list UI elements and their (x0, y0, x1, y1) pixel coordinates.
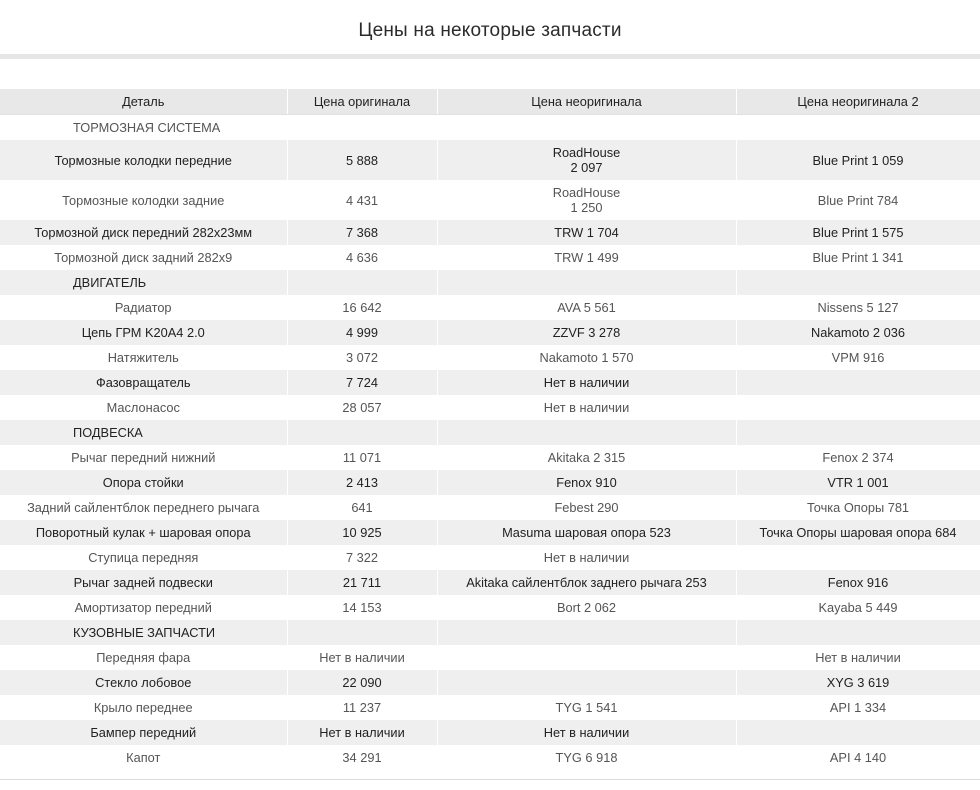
original-price-cell: 2 413 (287, 470, 437, 495)
part-name-cell: Поворотный кулак + шаровая опора (0, 520, 287, 545)
nonoriginal-price-cell: Нет в наличии (437, 395, 736, 420)
original-price-cell: 4 636 (287, 245, 437, 270)
nonoriginal-price-2-cell: Nakamoto 2 036 (736, 320, 980, 345)
empty-cell (736, 620, 980, 645)
original-price-cell: Нет в наличии (287, 720, 437, 745)
section-row (0, 115, 980, 141)
original-price-cell: 7 322 (287, 545, 437, 570)
nonoriginal-price-2-cell: XYG 3 619 (736, 670, 980, 695)
nonoriginal-price-2-cell: Blue Print 1 059 (736, 140, 980, 180)
section-row (0, 620, 980, 645)
original-price-cell: 16 642 (287, 295, 437, 320)
table-row (0, 495, 980, 520)
empty-cell (287, 420, 437, 445)
nonoriginal-price-2-cell: VPM 916 (736, 345, 980, 370)
header-nonoriginal-price-2: Цена неоригинала 2 (736, 89, 980, 115)
price-table (0, 89, 980, 770)
original-price-cell: 641 (287, 495, 437, 520)
table-row (0, 695, 980, 720)
price-table-container (0, 89, 980, 770)
empty-cell (437, 115, 736, 141)
nonoriginal-price-2-cell: API 4 140 (736, 745, 980, 770)
original-price-cell: 28 057 (287, 395, 437, 420)
nonoriginal-price-2-cell (736, 370, 980, 395)
part-name-cell: Крыло переднее (0, 695, 287, 720)
nonoriginal-price-2-cell (736, 720, 980, 745)
nonoriginal-price-2-cell: Kayaba 5 449 (736, 595, 980, 620)
nonoriginal-price-cell: Nakamoto 1 570 (437, 345, 736, 370)
original-price-cell: 10 925 (287, 520, 437, 545)
original-price-cell: 7 368 (287, 220, 437, 245)
nonoriginal-price-2-cell: Nissens 5 127 (736, 295, 980, 320)
empty-cell (287, 270, 437, 295)
nonoriginal-price-2-cell: Точка Опоры шаровая опора 684 (736, 520, 980, 545)
original-price-cell: 21 711 (287, 570, 437, 595)
nonoriginal-price-cell: Akitaka сайлентблок заднего рычага 253 (437, 570, 736, 595)
nonoriginal-price-2-cell: Blue Print 1 341 (736, 245, 980, 270)
empty-cell (287, 115, 437, 141)
section-title: ДВИГАТЕЛЬ (0, 270, 287, 295)
section-title: ТОРМОЗНАЯ СИСТЕМА (0, 115, 287, 141)
empty-cell (736, 270, 980, 295)
table-body (0, 115, 980, 771)
bottom-divider (0, 779, 980, 780)
header-original-price: Цена оригинала (287, 89, 437, 115)
part-name-cell: Стекло лобовое (0, 670, 287, 695)
original-price-cell: 7 724 (287, 370, 437, 395)
part-name-cell: Тормозные колодки передние (0, 140, 287, 180)
part-name-cell: Рычаг задней подвески (0, 570, 287, 595)
original-price-cell: 4 431 (287, 180, 437, 220)
table-row (0, 395, 980, 420)
part-name-cell: Бампер передний (0, 720, 287, 745)
table-row (0, 645, 980, 670)
nonoriginal-price-2-cell: Fenox 916 (736, 570, 980, 595)
original-price-cell: 3 072 (287, 345, 437, 370)
empty-cell (437, 420, 736, 445)
table-row (0, 370, 980, 395)
original-price-cell: 11 237 (287, 695, 437, 720)
section-row (0, 270, 980, 295)
section-title: КУЗОВНЫЕ ЗАПЧАСТИ (0, 620, 287, 645)
original-price-cell: 5 888 (287, 140, 437, 180)
nonoriginal-price-cell: Febest 290 (437, 495, 736, 520)
nonoriginal-price-2-cell: Нет в наличии (736, 645, 980, 670)
header-nonoriginal-price: Цена неоригинала (437, 89, 736, 115)
nonoriginal-price-cell: Fenox 910 (437, 470, 736, 495)
nonoriginal-price-2-cell: Blue Print 784 (736, 180, 980, 220)
nonoriginal-price-cell: AVA 5 561 (437, 295, 736, 320)
original-price-cell: 14 153 (287, 595, 437, 620)
table-row (0, 445, 980, 470)
table-row (0, 595, 980, 620)
part-name-cell: Радиатор (0, 295, 287, 320)
part-name-cell: Маслонасос (0, 395, 287, 420)
table-row (0, 570, 980, 595)
original-price-cell: 4 999 (287, 320, 437, 345)
nonoriginal-price-2-cell: API 1 334 (736, 695, 980, 720)
page-title: Цены на некоторые запчасти (0, 0, 980, 59)
empty-cell (736, 115, 980, 141)
original-price-cell: 34 291 (287, 745, 437, 770)
original-price-cell: Нет в наличии (287, 645, 437, 670)
part-name-cell: Передняя фара (0, 645, 287, 670)
part-name-cell: Задний сайлентблок переднего рычага (0, 495, 287, 520)
nonoriginal-price-2-cell (736, 395, 980, 420)
nonoriginal-price-2-cell (736, 545, 980, 570)
table-row (0, 220, 980, 245)
nonoriginal-price-cell: Нет в наличии (437, 545, 736, 570)
part-name-cell: Фазовращатель (0, 370, 287, 395)
nonoriginal-price-cell (437, 645, 736, 670)
nonoriginal-price-cell: TYG 1 541 (437, 695, 736, 720)
nonoriginal-price-cell: RoadHouse 1 250 (437, 180, 736, 220)
part-name-cell: Капот (0, 745, 287, 770)
table-row (0, 520, 980, 545)
table-row (0, 320, 980, 345)
table-row (0, 470, 980, 495)
nonoriginal-price-2-cell: Blue Print 1 575 (736, 220, 980, 245)
nonoriginal-price-cell: Bort 2 062 (437, 595, 736, 620)
section-row (0, 420, 980, 445)
nonoriginal-price-2-cell: Точка Опоры 781 (736, 495, 980, 520)
part-name-cell: Тормозной диск передний 282х23мм (0, 220, 287, 245)
part-name-cell: Цепь ГРМ K20A4 2.0 (0, 320, 287, 345)
nonoriginal-price-cell: Нет в наличии (437, 720, 736, 745)
nonoriginal-price-cell: TRW 1 704 (437, 220, 736, 245)
nonoriginal-price-2-cell: VTR 1 001 (736, 470, 980, 495)
nonoriginal-price-2-cell: Fenox 2 374 (736, 445, 980, 470)
table-row (0, 670, 980, 695)
empty-cell (437, 620, 736, 645)
table-row (0, 140, 980, 180)
nonoriginal-price-cell: TRW 1 499 (437, 245, 736, 270)
part-name-cell: Натяжитель (0, 345, 287, 370)
table-row (0, 245, 980, 270)
table-row (0, 345, 980, 370)
table-row (0, 720, 980, 745)
part-name-cell: Тормозной диск задний 282х9 (0, 245, 287, 270)
nonoriginal-price-cell: ZZVF 3 278 (437, 320, 736, 345)
header-part: Деталь (0, 89, 287, 115)
empty-cell (287, 620, 437, 645)
part-name-cell: Рычаг передний нижний (0, 445, 287, 470)
table-row (0, 295, 980, 320)
table-header-row (0, 89, 980, 115)
original-price-cell: 11 071 (287, 445, 437, 470)
part-name-cell: Опора стойки (0, 470, 287, 495)
table-row (0, 545, 980, 570)
part-name-cell: Тормозные колодки задние (0, 180, 287, 220)
nonoriginal-price-cell (437, 670, 736, 695)
part-name-cell: Амортизатор передний (0, 595, 287, 620)
nonoriginal-price-cell: Akitaka 2 315 (437, 445, 736, 470)
empty-cell (736, 420, 980, 445)
table-row (0, 745, 980, 770)
table-row (0, 180, 980, 220)
nonoriginal-price-cell: Нет в наличии (437, 370, 736, 395)
nonoriginal-price-cell: TYG 6 918 (437, 745, 736, 770)
original-price-cell: 22 090 (287, 670, 437, 695)
empty-cell (437, 270, 736, 295)
section-title: ПОДВЕСКА (0, 420, 287, 445)
nonoriginal-price-cell: RoadHouse 2 097 (437, 140, 736, 180)
nonoriginal-price-cell: Masuma шаровая опора 523 (437, 520, 736, 545)
part-name-cell: Ступица передняя (0, 545, 287, 570)
